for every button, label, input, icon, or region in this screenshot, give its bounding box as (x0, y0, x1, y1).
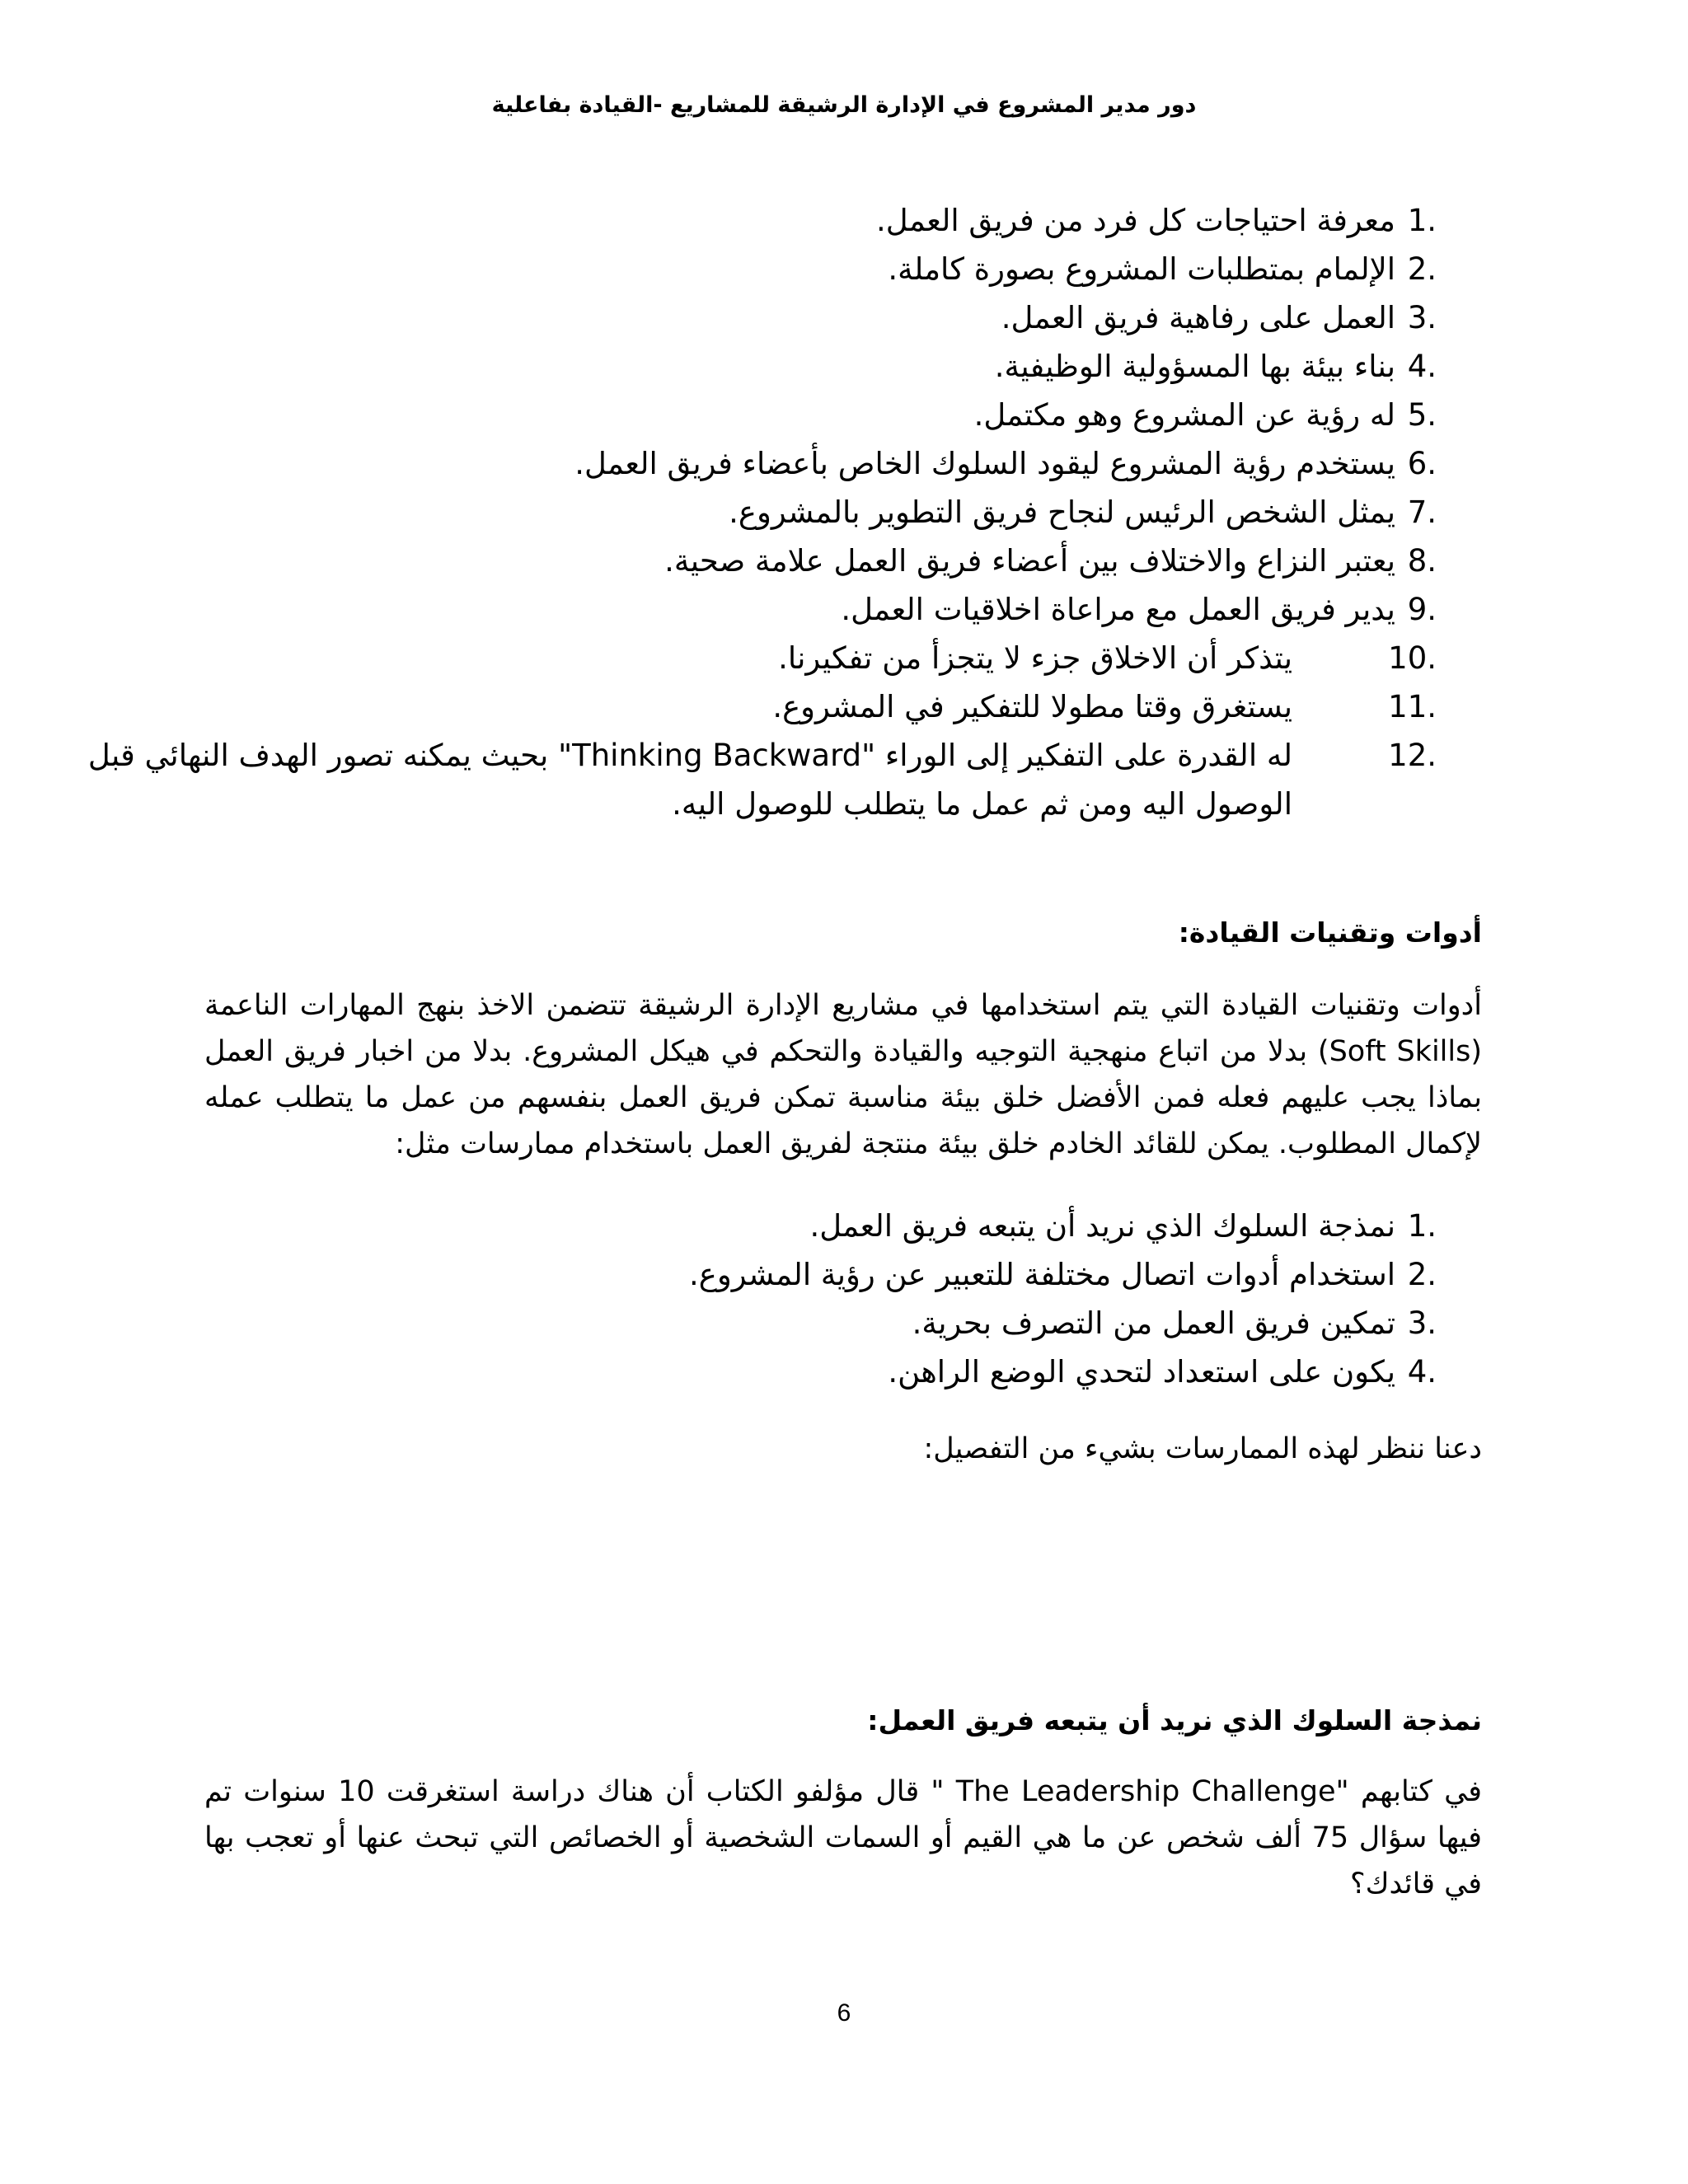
section-heading-modeling-behavior: نمذجة السلوك الذي نريد أن يتبعه فريق العمل: (867, 1704, 1482, 1736)
list-item (0, 1250, 1437, 1299)
list-item-number: 2. (1407, 1257, 1437, 1292)
list-item-number: 3. (1407, 1305, 1437, 1341)
closing-line: دعنا ننظر لهذه الممارسات بشيء من التفصيل: (923, 1432, 1482, 1465)
list-item-text: الإلمام بمتطلبات المشروع بصورة كاملة. (888, 251, 1395, 287)
qualities-list (0, 196, 1437, 828)
page-header-title: دور مدير المشروع في الإدارة الرشيقة للمشاريع -القيادة بفاعلية (491, 92, 1197, 118)
list-item (0, 682, 1437, 731)
list-item-number: 4. (1407, 1354, 1437, 1390)
list-item (0, 245, 1437, 293)
list-item-text: يعتبر النزاع والاختلاف بين أعضاء فريق العمل علامة صحية. (664, 543, 1395, 579)
list-item-number: 6. (1407, 446, 1437, 481)
practices-list (0, 1202, 1437, 1396)
list-item (0, 731, 1437, 828)
list-item-number: 5. (1407, 397, 1437, 433)
list-item-text: له القدرة على التفكير إلى الوراء "Thinking Backward" بحيث يمكنه تصور الهدف النهائي قبل الوصول اليه ومن ثم عمل ما يتطلب للوصول اليه. (87, 738, 1292, 822)
list-item (0, 488, 1437, 537)
section-heading-leadership-tools: أدوات وتقنيات القيادة: (1178, 916, 1482, 949)
list-item (0, 391, 1437, 439)
page-number: 6 (837, 1999, 851, 2027)
list-item-text: تمكين فريق العمل من التصرف بحرية. (912, 1305, 1395, 1341)
list-item-text: استخدام أدوات اتصال مختلفة للتعبير عن رؤية المشروع. (689, 1257, 1395, 1292)
list-item-text: يستغرق وقتا مطولا للتفكير في المشروع. (772, 689, 1292, 724)
list-item-text: معرفة احتياجات كل فرد من فريق العمل. (876, 203, 1395, 238)
modeling-behavior-paragraph: في كتابهم "The Leadership Challenge " قال مؤلفو الكتاب أن هناك دراسة استغرقت 10 سنوات تم فيها سؤال 75 ألف شخص عن ما هي القيم أو السمات الشخصية أو الخصائص التي تبحث عنها أو تعجب بها في قائدك؟ (204, 1775, 1482, 1900)
list-item-text: يكون على استعداد لتحدي الوضع الراهن. (888, 1354, 1395, 1390)
list-item-text: يدير فريق العمل مع مراعاة اخلاقيات العمل. (841, 592, 1395, 627)
list-item-number: 10. (1388, 640, 1437, 676)
list-item (0, 1347, 1437, 1396)
list-item (0, 293, 1437, 342)
list-item (0, 537, 1437, 585)
list-item-text: نمذجة السلوك الذي نريد أن يتبعه فريق العمل. (809, 1208, 1395, 1244)
list-item-number: 4. (1407, 349, 1437, 384)
list-item (0, 585, 1437, 634)
list-item-number: 1. (1407, 203, 1437, 238)
list-item-text: العمل على رفاهية فريق العمل. (1001, 300, 1395, 335)
list-item-text: يمثل الشخص الرئيس لنجاح فريق التطوير بالمشروع. (729, 494, 1395, 530)
list-item (0, 196, 1437, 245)
list-item-number: 2. (1407, 251, 1437, 287)
list-item (0, 1202, 1437, 1250)
list-item-number: 8. (1407, 543, 1437, 579)
list-item (0, 634, 1437, 682)
list-item-number: 11. (1388, 689, 1437, 724)
list-item-number: 1. (1407, 1208, 1437, 1244)
list-item-number: 9. (1407, 592, 1437, 627)
list-item-number: 3. (1407, 300, 1437, 335)
list-item-text: بناء بيئة بها المسؤولية الوظيفية. (994, 349, 1395, 384)
list-item-text: يستخدم رؤية المشروع ليقود السلوك الخاص بأعضاء فريق العمل. (574, 446, 1395, 481)
list-item (0, 439, 1437, 488)
list-item (0, 342, 1437, 391)
list-item-text: يتذكر أن الاخلاق جزء لا يتجزأ من تفكيرنا. (778, 640, 1292, 676)
leadership-tools-paragraph: أدوات وتقنيات القيادة التي يتم استخدامها في مشاريع الإدارة الرشيقة تتضمن الاخذ بنهج المهارات الناعمة (Soft Skills) بدلا من اتباع منهجية التوجيه والقيادة والتحكم في هيكل المشروع. بدلا من اخبار فريق العمل بماذا يجب عليهم فعله فمن الأفضل خلق بيئة مناسبة تمكن فريق العمل بنفسهم من عمل ما يتطلب عمله لإكمال المطلوب. يمكن للقائد الخادم خلق بيئة منتجة لفريق العمل باستخدام ممارسات مثل: (204, 989, 1483, 1160)
list-item (0, 1299, 1437, 1347)
list-item-number: 7. (1407, 494, 1437, 530)
list-item-number: 12. (1388, 738, 1437, 773)
list-item-text: له رؤية عن المشروع وهو مكتمل. (973, 397, 1395, 433)
